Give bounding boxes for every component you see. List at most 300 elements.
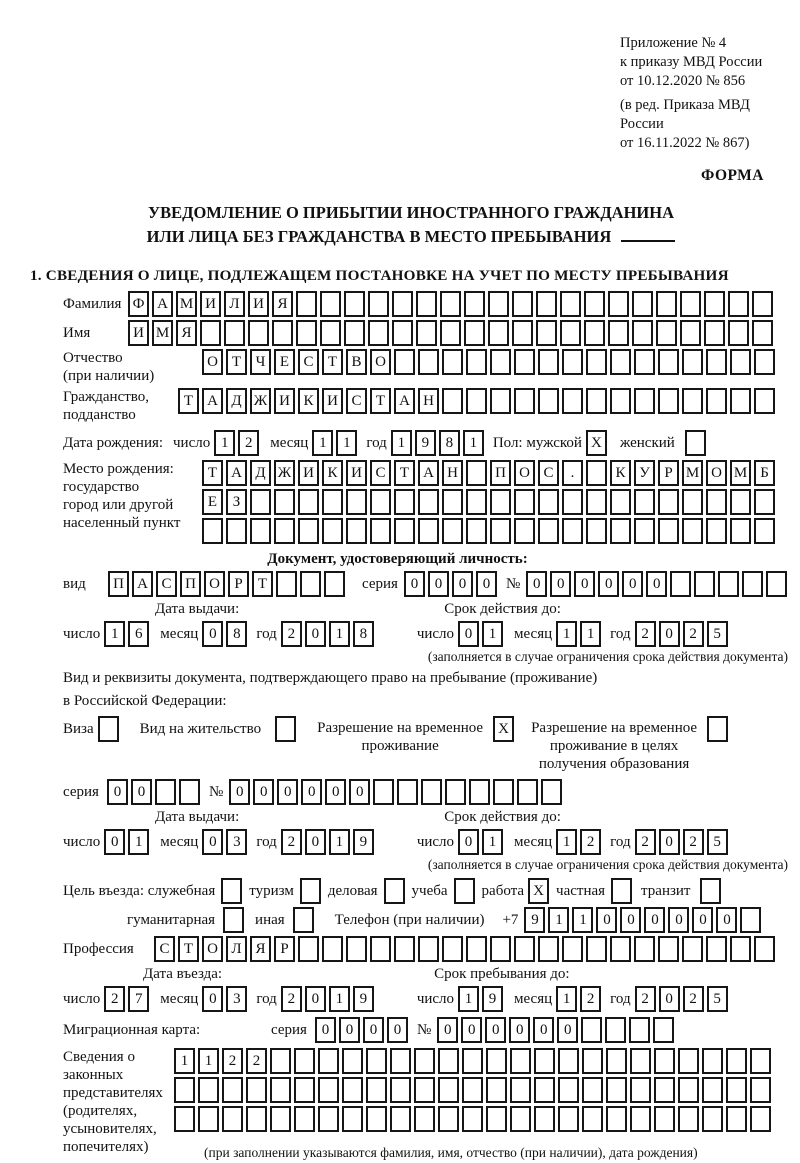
char-cell[interactable]: 1 [572,907,593,933]
char-cell[interactable] [584,291,605,317]
char-cell[interactable]: И [346,460,367,486]
char-cell[interactable]: 0 [339,1017,360,1043]
char-cell[interactable] [680,320,701,346]
char-cell[interactable] [562,489,583,515]
char-cell[interactable]: Л [224,291,245,317]
char-cell[interactable]: Я [176,320,197,346]
char-cell[interactable]: 2 [580,986,601,1012]
char-cell[interactable] [275,716,296,742]
char-cell[interactable] [510,1077,531,1103]
char-cell[interactable]: 0 [458,829,479,855]
char-cell[interactable] [466,518,487,544]
char-cell[interactable]: И [274,388,295,414]
char-cell[interactable] [610,349,631,375]
char-cell[interactable] [658,489,679,515]
visa-checkbox[interactable] [98,716,122,742]
char-cell[interactable] [514,349,535,375]
char-cell[interactable] [605,1017,626,1043]
char-cell[interactable]: 0 [461,1017,482,1043]
char-cell[interactable] [298,936,319,962]
char-cell[interactable] [629,1017,650,1043]
char-cell[interactable] [442,489,463,515]
char-cell[interactable]: 1 [336,430,357,456]
char-cell[interactable] [274,489,295,515]
char-cell[interactable]: М [682,460,703,486]
char-cell[interactable]: 0 [668,907,689,933]
char-cell[interactable] [610,518,631,544]
char-cell[interactable] [630,1106,651,1132]
char-cell[interactable] [754,388,775,414]
char-cell[interactable] [414,1106,435,1132]
char-cell[interactable] [346,518,367,544]
char-cell[interactable] [223,907,244,933]
char-cell[interactable] [486,1106,507,1132]
char-cell[interactable]: 1 [580,621,601,647]
char-cell[interactable]: 0 [452,571,473,597]
char-cell[interactable] [486,1077,507,1103]
char-cell[interactable]: 0 [104,829,125,855]
char-cell[interactable]: 5 [707,986,728,1012]
char-cell[interactable]: В [346,349,367,375]
char-cell[interactable] [754,518,775,544]
char-cell[interactable]: 7 [128,986,149,1012]
char-cell[interactable] [750,1077,771,1103]
char-cell[interactable] [390,1077,411,1103]
char-cell[interactable] [346,489,367,515]
char-cell[interactable] [630,1077,651,1103]
char-cell[interactable] [469,779,490,805]
char-cell[interactable] [300,878,321,904]
blank-underline[interactable] [621,240,675,242]
char-cell[interactable] [581,1017,602,1043]
char-cell[interactable]: Т [202,460,223,486]
temp-residence-checkbox[interactable] [493,716,517,742]
char-cell[interactable]: 9 [415,430,436,456]
char-cell[interactable]: 6 [128,621,149,647]
char-cell[interactable]: 1 [458,986,479,1012]
char-cell[interactable] [726,1106,747,1132]
char-cell[interactable] [200,320,221,346]
char-cell[interactable] [464,291,485,317]
char-cell[interactable] [726,1048,747,1074]
char-cell[interactable]: М [730,460,751,486]
char-cell[interactable]: И [128,320,149,346]
char-cell[interactable]: З [226,489,247,515]
char-cell[interactable] [318,1106,339,1132]
char-cell[interactable] [606,1077,627,1103]
char-cell[interactable] [558,1106,579,1132]
char-cell[interactable] [682,518,703,544]
char-cell[interactable] [517,779,538,805]
char-cell[interactable]: 0 [526,571,547,597]
char-cell[interactable]: 0 [305,829,326,855]
char-cell[interactable]: М [176,291,197,317]
char-cell[interactable] [706,936,727,962]
char-cell[interactable]: 2 [580,829,601,855]
char-cell[interactable]: Ж [274,460,295,486]
char-cell[interactable] [610,388,631,414]
char-cell[interactable]: 0 [692,907,713,933]
char-cell[interactable] [632,291,653,317]
char-cell[interactable] [707,716,728,742]
char-cell[interactable]: Ч [250,349,271,375]
char-cell[interactable]: 0 [557,1017,578,1043]
char-cell[interactable] [466,489,487,515]
char-cell[interactable] [742,571,763,597]
char-cell[interactable] [394,518,415,544]
char-cell[interactable] [222,1077,243,1103]
char-cell[interactable] [514,489,535,515]
char-cell[interactable] [606,1106,627,1132]
char-cell[interactable] [730,388,751,414]
char-cell[interactable] [536,320,557,346]
char-cell[interactable] [682,388,703,414]
char-cell[interactable] [634,349,655,375]
char-cell[interactable]: С [154,936,175,962]
char-cell[interactable]: И [200,291,221,317]
char-cell[interactable]: И [322,388,343,414]
char-cell[interactable]: И [248,291,269,317]
char-cell[interactable] [384,878,405,904]
char-cell[interactable] [464,320,485,346]
char-cell[interactable] [394,349,415,375]
char-cell[interactable]: 1 [482,621,503,647]
char-cell[interactable] [342,1106,363,1132]
char-cell[interactable]: 2 [281,621,302,647]
purpose-work-checkbox[interactable] [528,878,552,904]
char-cell[interactable] [678,1077,699,1103]
char-cell[interactable]: Т [226,349,247,375]
char-cell[interactable]: 2 [635,621,656,647]
char-cell[interactable]: 1 [312,430,333,456]
char-cell[interactable] [442,388,463,414]
char-cell[interactable] [704,320,725,346]
char-cell[interactable] [538,489,559,515]
char-cell[interactable]: 1 [174,1048,195,1074]
char-cell[interactable]: О [706,460,727,486]
char-cell[interactable] [366,1077,387,1103]
char-cell[interactable]: Д [250,460,271,486]
char-cell[interactable] [394,489,415,515]
char-cell[interactable] [488,320,509,346]
char-cell[interactable]: 9 [353,986,374,1012]
char-cell[interactable]: М [152,320,173,346]
char-cell[interactable] [541,779,562,805]
char-cell[interactable]: 9 [524,907,545,933]
char-cell[interactable] [296,291,317,317]
char-cell[interactable]: 0 [644,907,665,933]
char-cell[interactable] [368,291,389,317]
char-cell[interactable] [754,489,775,515]
char-cell[interactable]: 5 [707,829,728,855]
char-cell[interactable]: 3 [226,829,247,855]
char-cell[interactable] [486,1048,507,1074]
char-cell[interactable] [634,489,655,515]
char-cell[interactable] [562,349,583,375]
char-cell[interactable] [730,518,751,544]
char-cell[interactable]: Р [274,936,295,962]
char-cell[interactable] [454,878,475,904]
char-cell[interactable] [658,349,679,375]
char-cell[interactable]: 0 [533,1017,554,1043]
char-cell[interactable] [344,291,365,317]
char-cell[interactable]: X [586,430,607,456]
char-cell[interactable] [198,1077,219,1103]
char-cell[interactable] [728,291,749,317]
char-cell[interactable]: 2 [238,430,259,456]
char-cell[interactable] [294,1048,315,1074]
char-cell[interactable] [512,320,533,346]
char-cell[interactable]: 0 [107,779,128,805]
char-cell[interactable] [414,1077,435,1103]
char-cell[interactable] [270,1077,291,1103]
char-cell[interactable]: 0 [509,1017,530,1043]
char-cell[interactable] [370,936,391,962]
char-cell[interactable] [538,349,559,375]
char-cell[interactable] [706,388,727,414]
char-cell[interactable] [702,1077,723,1103]
char-cell[interactable]: А [152,291,173,317]
char-cell[interactable] [370,489,391,515]
char-cell[interactable] [558,1048,579,1074]
char-cell[interactable] [174,1077,195,1103]
char-cell[interactable] [298,489,319,515]
char-cell[interactable]: Е [274,349,295,375]
char-cell[interactable] [730,349,751,375]
char-cell[interactable]: Л [226,936,247,962]
char-cell[interactable] [750,1048,771,1074]
char-cell[interactable] [584,320,605,346]
char-cell[interactable]: 0 [716,907,737,933]
char-cell[interactable] [324,571,345,597]
char-cell[interactable] [490,489,511,515]
char-cell[interactable] [586,518,607,544]
temp-residence-edu-checkbox[interactable] [707,716,731,742]
char-cell[interactable] [174,1106,195,1132]
char-cell[interactable]: Т [178,936,199,962]
char-cell[interactable] [608,320,629,346]
char-cell[interactable] [586,349,607,375]
char-cell[interactable] [300,571,321,597]
char-cell[interactable]: 9 [353,829,374,855]
char-cell[interactable]: А [132,571,153,597]
char-cell[interactable]: 1 [214,430,235,456]
char-cell[interactable]: Ж [250,388,271,414]
char-cell[interactable] [320,291,341,317]
char-cell[interactable]: П [108,571,129,597]
char-cell[interactable] [658,936,679,962]
char-cell[interactable] [728,320,749,346]
char-cell[interactable] [366,1106,387,1132]
char-cell[interactable] [392,291,413,317]
char-cell[interactable] [750,1106,771,1132]
char-cell[interactable] [490,388,511,414]
char-cell[interactable] [586,388,607,414]
char-cell[interactable] [730,489,751,515]
char-cell[interactable] [490,936,511,962]
char-cell[interactable]: 0 [620,907,641,933]
char-cell[interactable] [538,518,559,544]
char-cell[interactable] [534,1106,555,1132]
char-cell[interactable] [654,1048,675,1074]
char-cell[interactable] [726,1077,747,1103]
char-cell[interactable]: С [156,571,177,597]
char-cell[interactable] [560,320,581,346]
char-cell[interactable] [246,1077,267,1103]
char-cell[interactable] [440,291,461,317]
char-cell[interactable]: 0 [325,779,346,805]
char-cell[interactable] [740,907,761,933]
char-cell[interactable] [510,1106,531,1132]
char-cell[interactable] [98,716,119,742]
char-cell[interactable] [270,1048,291,1074]
char-cell[interactable] [466,349,487,375]
char-cell[interactable] [586,936,607,962]
char-cell[interactable] [296,320,317,346]
char-cell[interactable]: 1 [556,829,577,855]
char-cell[interactable] [414,1048,435,1074]
purpose-transit-checkbox[interactable] [700,878,724,904]
char-cell[interactable]: 1 [548,907,569,933]
char-cell[interactable]: 1 [198,1048,219,1074]
char-cell[interactable] [634,388,655,414]
char-cell[interactable]: 0 [131,779,152,805]
char-cell[interactable] [702,1048,723,1074]
char-cell[interactable]: Т [178,388,199,414]
char-cell[interactable] [224,320,245,346]
purpose-tourism-checkbox[interactable] [300,878,324,904]
char-cell[interactable] [630,1048,651,1074]
char-cell[interactable] [606,1048,627,1074]
char-cell[interactable]: 0 [305,986,326,1012]
char-cell[interactable] [293,907,314,933]
char-cell[interactable]: 2 [281,986,302,1012]
char-cell[interactable]: X [528,878,549,904]
char-cell[interactable]: Ф [128,291,149,317]
char-cell[interactable] [442,349,463,375]
char-cell[interactable] [670,571,691,597]
char-cell[interactable]: 0 [598,571,619,597]
char-cell[interactable] [390,1048,411,1074]
char-cell[interactable] [656,320,677,346]
char-cell[interactable]: Б [754,460,775,486]
char-cell[interactable] [416,291,437,317]
char-cell[interactable]: Я [250,936,271,962]
char-cell[interactable]: 3 [226,986,247,1012]
char-cell[interactable] [294,1077,315,1103]
char-cell[interactable] [562,388,583,414]
char-cell[interactable] [418,489,439,515]
char-cell[interactable] [754,349,775,375]
purpose-private-checkbox[interactable] [611,878,635,904]
char-cell[interactable] [346,936,367,962]
char-cell[interactable]: 0 [315,1017,336,1043]
char-cell[interactable]: 0 [437,1017,458,1043]
char-cell[interactable]: 0 [202,621,223,647]
char-cell[interactable]: 1 [329,829,350,855]
purpose-study-checkbox[interactable] [454,878,478,904]
char-cell[interactable]: И [298,460,319,486]
char-cell[interactable]: 1 [482,829,503,855]
char-cell[interactable] [438,1048,459,1074]
char-cell[interactable] [560,291,581,317]
char-cell[interactable]: Д [226,388,247,414]
char-cell[interactable] [342,1077,363,1103]
char-cell[interactable] [700,878,721,904]
char-cell[interactable]: 0 [550,571,571,597]
char-cell[interactable] [704,291,725,317]
char-cell[interactable] [198,1106,219,1132]
char-cell[interactable]: А [418,460,439,486]
char-cell[interactable] [538,388,559,414]
char-cell[interactable]: 0 [253,779,274,805]
char-cell[interactable]: О [370,349,391,375]
char-cell[interactable] [514,388,535,414]
char-cell[interactable]: 0 [363,1017,384,1043]
char-cell[interactable]: 0 [202,829,223,855]
char-cell[interactable] [344,320,365,346]
char-cell[interactable]: 0 [277,779,298,805]
char-cell[interactable] [294,1106,315,1132]
char-cell[interactable]: С [346,388,367,414]
char-cell[interactable] [678,1048,699,1074]
char-cell[interactable] [222,1106,243,1132]
char-cell[interactable]: 2 [104,986,125,1012]
char-cell[interactable]: 0 [428,571,449,597]
char-cell[interactable] [512,291,533,317]
char-cell[interactable]: Т [322,349,343,375]
char-cell[interactable] [706,349,727,375]
char-cell[interactable] [418,936,439,962]
char-cell[interactable]: 0 [659,621,680,647]
char-cell[interactable] [685,430,706,456]
char-cell[interactable]: 0 [458,621,479,647]
char-cell[interactable]: 9 [482,986,503,1012]
char-cell[interactable]: . [562,460,583,486]
char-cell[interactable] [366,1048,387,1074]
char-cell[interactable] [368,320,389,346]
char-cell[interactable] [611,878,632,904]
char-cell[interactable] [632,320,653,346]
char-cell[interactable]: 0 [485,1017,506,1043]
char-cell[interactable] [272,320,293,346]
char-cell[interactable]: С [538,460,559,486]
char-cell[interactable]: 0 [301,779,322,805]
char-cell[interactable]: 1 [104,621,125,647]
char-cell[interactable] [202,518,223,544]
char-cell[interactable]: 2 [222,1048,243,1074]
char-cell[interactable]: С [298,349,319,375]
char-cell[interactable]: К [322,460,343,486]
char-cell[interactable]: Я [272,291,293,317]
char-cell[interactable]: 0 [596,907,617,933]
char-cell[interactable] [462,1077,483,1103]
char-cell[interactable]: 5 [707,621,728,647]
char-cell[interactable] [653,1017,674,1043]
char-cell[interactable]: X [493,716,514,742]
char-cell[interactable] [558,1077,579,1103]
char-cell[interactable]: 0 [622,571,643,597]
char-cell[interactable] [582,1077,603,1103]
char-cell[interactable] [179,779,200,805]
residence-permit-checkbox[interactable] [275,716,299,742]
char-cell[interactable]: 0 [404,571,425,597]
char-cell[interactable] [514,518,535,544]
char-cell[interactable] [586,489,607,515]
char-cell[interactable] [250,518,271,544]
char-cell[interactable] [608,291,629,317]
char-cell[interactable]: 1 [329,986,350,1012]
